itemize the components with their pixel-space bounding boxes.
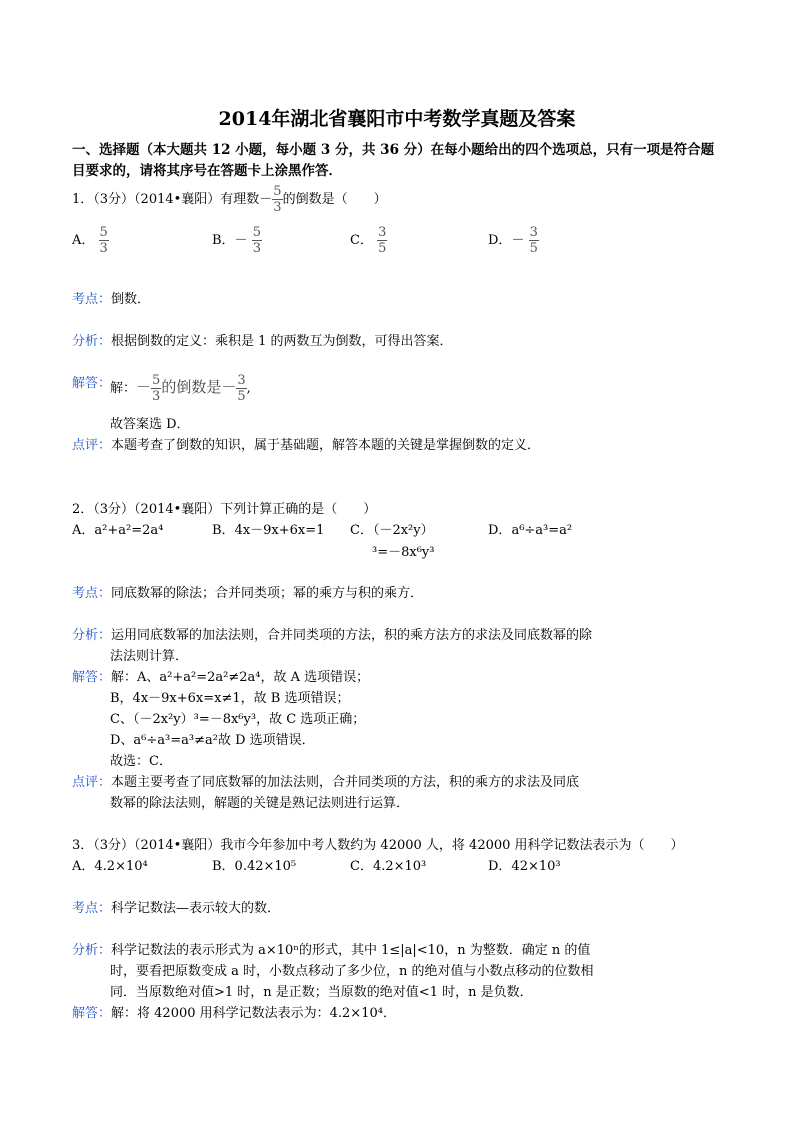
- q2-option-b: B．4x－9x+6x=1: [212, 523, 325, 538]
- q2-jieda-line2: B，4x－9x+6x=x≠1，故 B 选项错误；: [110, 691, 350, 706]
- q1-option-c-fraction: $\frac{3}{5}$: [378, 225, 387, 256]
- q2-dianping: 点评：本题主要考查了同底数幂的加法法则，合并同类项的方法，积的乘方的求法及同底: [72, 775, 580, 790]
- q2-option-c-cont: ³=－8x⁶y³: [372, 545, 435, 560]
- q1-kaodian: 考点：倒数．: [72, 292, 151, 307]
- q3-fenxi: 分析：科学记数法的表示形式为 a×10ⁿ的形式，其中 1≤|a|<10，n 为整数．确定 n 的值: [72, 943, 591, 958]
- q1-option-b: B．－ $\frac{5}{3}$: [212, 225, 261, 256]
- q1-option-d-fraction: $\frac{3}{5}$: [529, 225, 538, 256]
- q1-option-a-fraction: $\frac{5}{3}$: [99, 225, 108, 256]
- page-title: 2014年湖北省襄阳市中考数学真题及答案: [218, 108, 576, 130]
- q2-kaodian: 考点：同底数幂的除法；合并同类项；幂的乘方与积的乘方．: [72, 586, 424, 601]
- q1-option-b-fraction: $\frac{5}{3}$: [252, 225, 261, 256]
- q1-fenxi: 分析：根据倒数的定义：乘积是 1 的两数互为倒数，可得出答案．: [72, 334, 453, 349]
- q2-stem: 2．（3分）（2014•襄阳）下列计算正确的是（ ）: [72, 502, 377, 517]
- q3-stem: 3．（3分）（2014•襄阳）我市今年参加中考人数约为 42000 人，将 42000 用科学记数法表示为（ ）: [72, 838, 684, 853]
- q3-fenxi-line3: 同．当原数绝对值>1 时，n 是正数；当原数的绝对值<1 时，n 是负数．: [110, 985, 533, 1000]
- q2-option-c: C．（－2x²y）: [350, 523, 434, 538]
- q3-jieda: 解答：解：将 42000 用科学记数法表示为：4.2×10⁴．: [72, 1006, 396, 1021]
- q1-option-d: D．－ $\frac{3}{5}$: [488, 225, 538, 256]
- q2-jieda-line3: C、（－2x²y）³=－8x⁶y³，故 C 选项正确；: [110, 712, 366, 727]
- q1-jieda-line2: 故答案选 D．: [110, 417, 190, 432]
- kaodian-label: 考点：: [72, 292, 112, 307]
- q1-dianping: 点评：本题考查了倒数的知识，属于基础题，解答本题的关键是掌握倒数的定义．: [72, 438, 541, 453]
- q2-fenxi-line2: 法法则计算．: [110, 649, 189, 664]
- q2-fenxi: 分析：运用同底数幂的加法法则，合并同类项的方法，积的乘方法方的求法及同底数幂的除: [72, 628, 593, 643]
- q3-option-d: D．42×10³: [488, 859, 561, 874]
- dianping-label: 点评：: [72, 438, 112, 453]
- q1-jieda-fraction-1: $\frac{5}{3}$: [152, 373, 161, 404]
- q2-jieda-line4: D、a⁶÷a³=a³≠a²故 D 选项错误．: [110, 733, 315, 748]
- q2-jieda: 解答：解：A、a²+a²=2a²≠2a⁴，故 A 选项错误；: [72, 670, 370, 685]
- q2-jieda-line5: 故选：C．: [110, 754, 172, 769]
- jieda-label: 解答：: [72, 376, 112, 391]
- section-header: [72, 140, 732, 182]
- q1-option-a: A． $\frac{5}{3}$: [72, 225, 108, 256]
- section-header-line2: 目要求的，请将其序号在答题卡上涂黑作答．: [72, 163, 342, 179]
- q3-fenxi-line2: 时，要看把原数变成 a 时，小数点移动了多少位，n 的绝对值与小数点移动的位数相: [110, 964, 594, 979]
- q2-option-a: A．a²+a²=2a⁴: [72, 523, 164, 538]
- q1-jieda: [72, 372, 111, 391]
- section-header-line1: 一、选择题（本大题共 12 小题，每小题 3 分，共 36 分）在每小题给出的四个选项总，只有一项是符合题: [72, 142, 715, 158]
- q1-option-c: C． $\frac{3}{5}$: [350, 225, 387, 256]
- q2-option-d: D．a⁶÷a³=a²: [488, 523, 573, 538]
- q2-dianping-line2: 数幂的除法法则，解题的关键是熟记法则进行运算．: [110, 796, 410, 811]
- q3-kaodian: 考点：科学记数法—表示较大的数．: [72, 901, 281, 916]
- q1-stem: [72, 185, 387, 214]
- q3-option-a: A．4.2×10⁴: [72, 859, 148, 874]
- fenxi-label: 分析：: [72, 334, 112, 349]
- q3-option-b: B．0.42×10⁵: [212, 859, 297, 874]
- q1-stem-post: 的倒数是（ ）: [282, 192, 387, 207]
- q1-jieda-fraction-2: $\frac{3}{5}$: [237, 373, 246, 404]
- q3-option-c: C．4.2×10³: [350, 859, 427, 874]
- q1-jieda-formula: 解：－ $\frac{5}{3}$ 的倒数是－ $\frac{3}{5}$ ,: [110, 373, 251, 404]
- q1-stem-fraction: $\frac{5}{3}$: [273, 184, 282, 215]
- q1-stem-pre: 1．（3分）（2014•襄阳）有理数－: [72, 192, 273, 207]
